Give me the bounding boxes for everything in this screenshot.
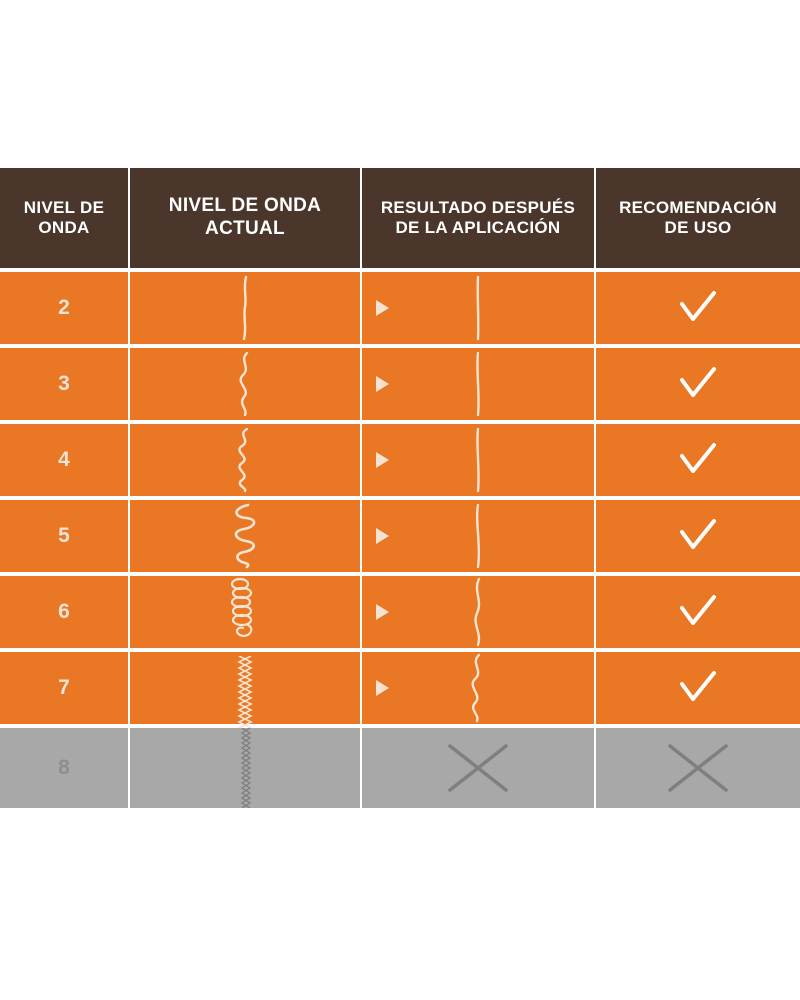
level-number: 4 [58, 448, 70, 471]
arrow-right-icon [362, 576, 402, 648]
table-row [0, 272, 800, 344]
recommendation-cell [596, 348, 800, 420]
arrow-right-icon [362, 272, 402, 344]
check-icon [676, 592, 720, 632]
result-cell [362, 272, 594, 344]
wave-result-2-icon [466, 275, 490, 341]
arrow-right-icon [362, 500, 402, 572]
level-cell [0, 424, 128, 496]
wave-result-3-icon [466, 351, 490, 417]
level-number: 6 [58, 600, 70, 623]
table-header-row [0, 168, 800, 268]
check-icon [676, 516, 720, 556]
level-cell [0, 348, 128, 420]
arrow-right-icon [362, 652, 402, 724]
wave-result-4-icon [466, 427, 490, 493]
header-line: ONDA [38, 218, 90, 237]
level-cell [0, 652, 128, 724]
recommendation-cell [596, 576, 800, 648]
result-cell [362, 728, 594, 808]
cross-icon [666, 742, 730, 794]
check-icon [676, 288, 720, 328]
cross-icon [446, 742, 510, 794]
check-icon [676, 668, 720, 708]
table-row [0, 576, 800, 648]
result-cell [362, 652, 594, 724]
wave-level-5-icon [130, 500, 360, 572]
arrow-right-icon [362, 424, 402, 496]
header-line: NIVEL DE [23, 197, 105, 217]
header-line: DE USO [664, 218, 732, 237]
table-row [0, 424, 800, 496]
wave-result-5-icon [466, 503, 490, 569]
wave-level-8-icon [130, 728, 360, 808]
level-cell [0, 728, 128, 808]
header-line: DE LA APLICACIÓN [395, 218, 561, 237]
wave-level-7-icon [130, 652, 360, 724]
level-number: 3 [58, 372, 70, 395]
header-line: NIVEL DE ONDA [168, 195, 322, 217]
recommendation-cell [596, 652, 800, 724]
header-resultado [362, 168, 594, 268]
check-icon [676, 440, 720, 480]
arrow-right-icon [362, 348, 402, 420]
table-row [0, 652, 800, 724]
level-cell [0, 500, 128, 572]
header-line: ACTUAL [205, 218, 285, 239]
wave-result-6-icon [464, 577, 492, 647]
result-cell [362, 576, 594, 648]
wave-level-2-icon [130, 272, 360, 344]
recommendation-cell [596, 424, 800, 496]
wave-level-chart [0, 168, 800, 828]
level-number: 7 [58, 676, 70, 699]
wave-level-6-icon [130, 576, 360, 648]
table-row [0, 728, 800, 808]
level-cell [0, 272, 128, 344]
check-icon [676, 364, 720, 404]
result-cell [362, 348, 594, 420]
wave-level-3-icon [130, 348, 360, 420]
level-cell [0, 576, 128, 648]
header-nivel-de-onda [0, 168, 128, 268]
wave-level-4-icon [130, 424, 360, 496]
header-nivel-de-onda-actual [130, 168, 360, 268]
wave-result-7-icon [463, 653, 493, 723]
table-row [0, 500, 800, 572]
result-cell [362, 424, 594, 496]
recommendation-cell [596, 500, 800, 572]
recommendation-cell [596, 728, 800, 808]
header-line: RECOMENDACIÓN [619, 197, 777, 217]
header-recomendacion [596, 168, 800, 268]
level-number: 2 [58, 296, 70, 319]
recommendation-cell [596, 272, 800, 344]
result-cell [362, 500, 594, 572]
wave-level-table [0, 168, 800, 808]
level-number: 5 [58, 524, 70, 547]
table-row [0, 348, 800, 420]
level-number: 8 [58, 756, 70, 779]
header-line: RESULTADO DESPUÉS [380, 197, 576, 217]
